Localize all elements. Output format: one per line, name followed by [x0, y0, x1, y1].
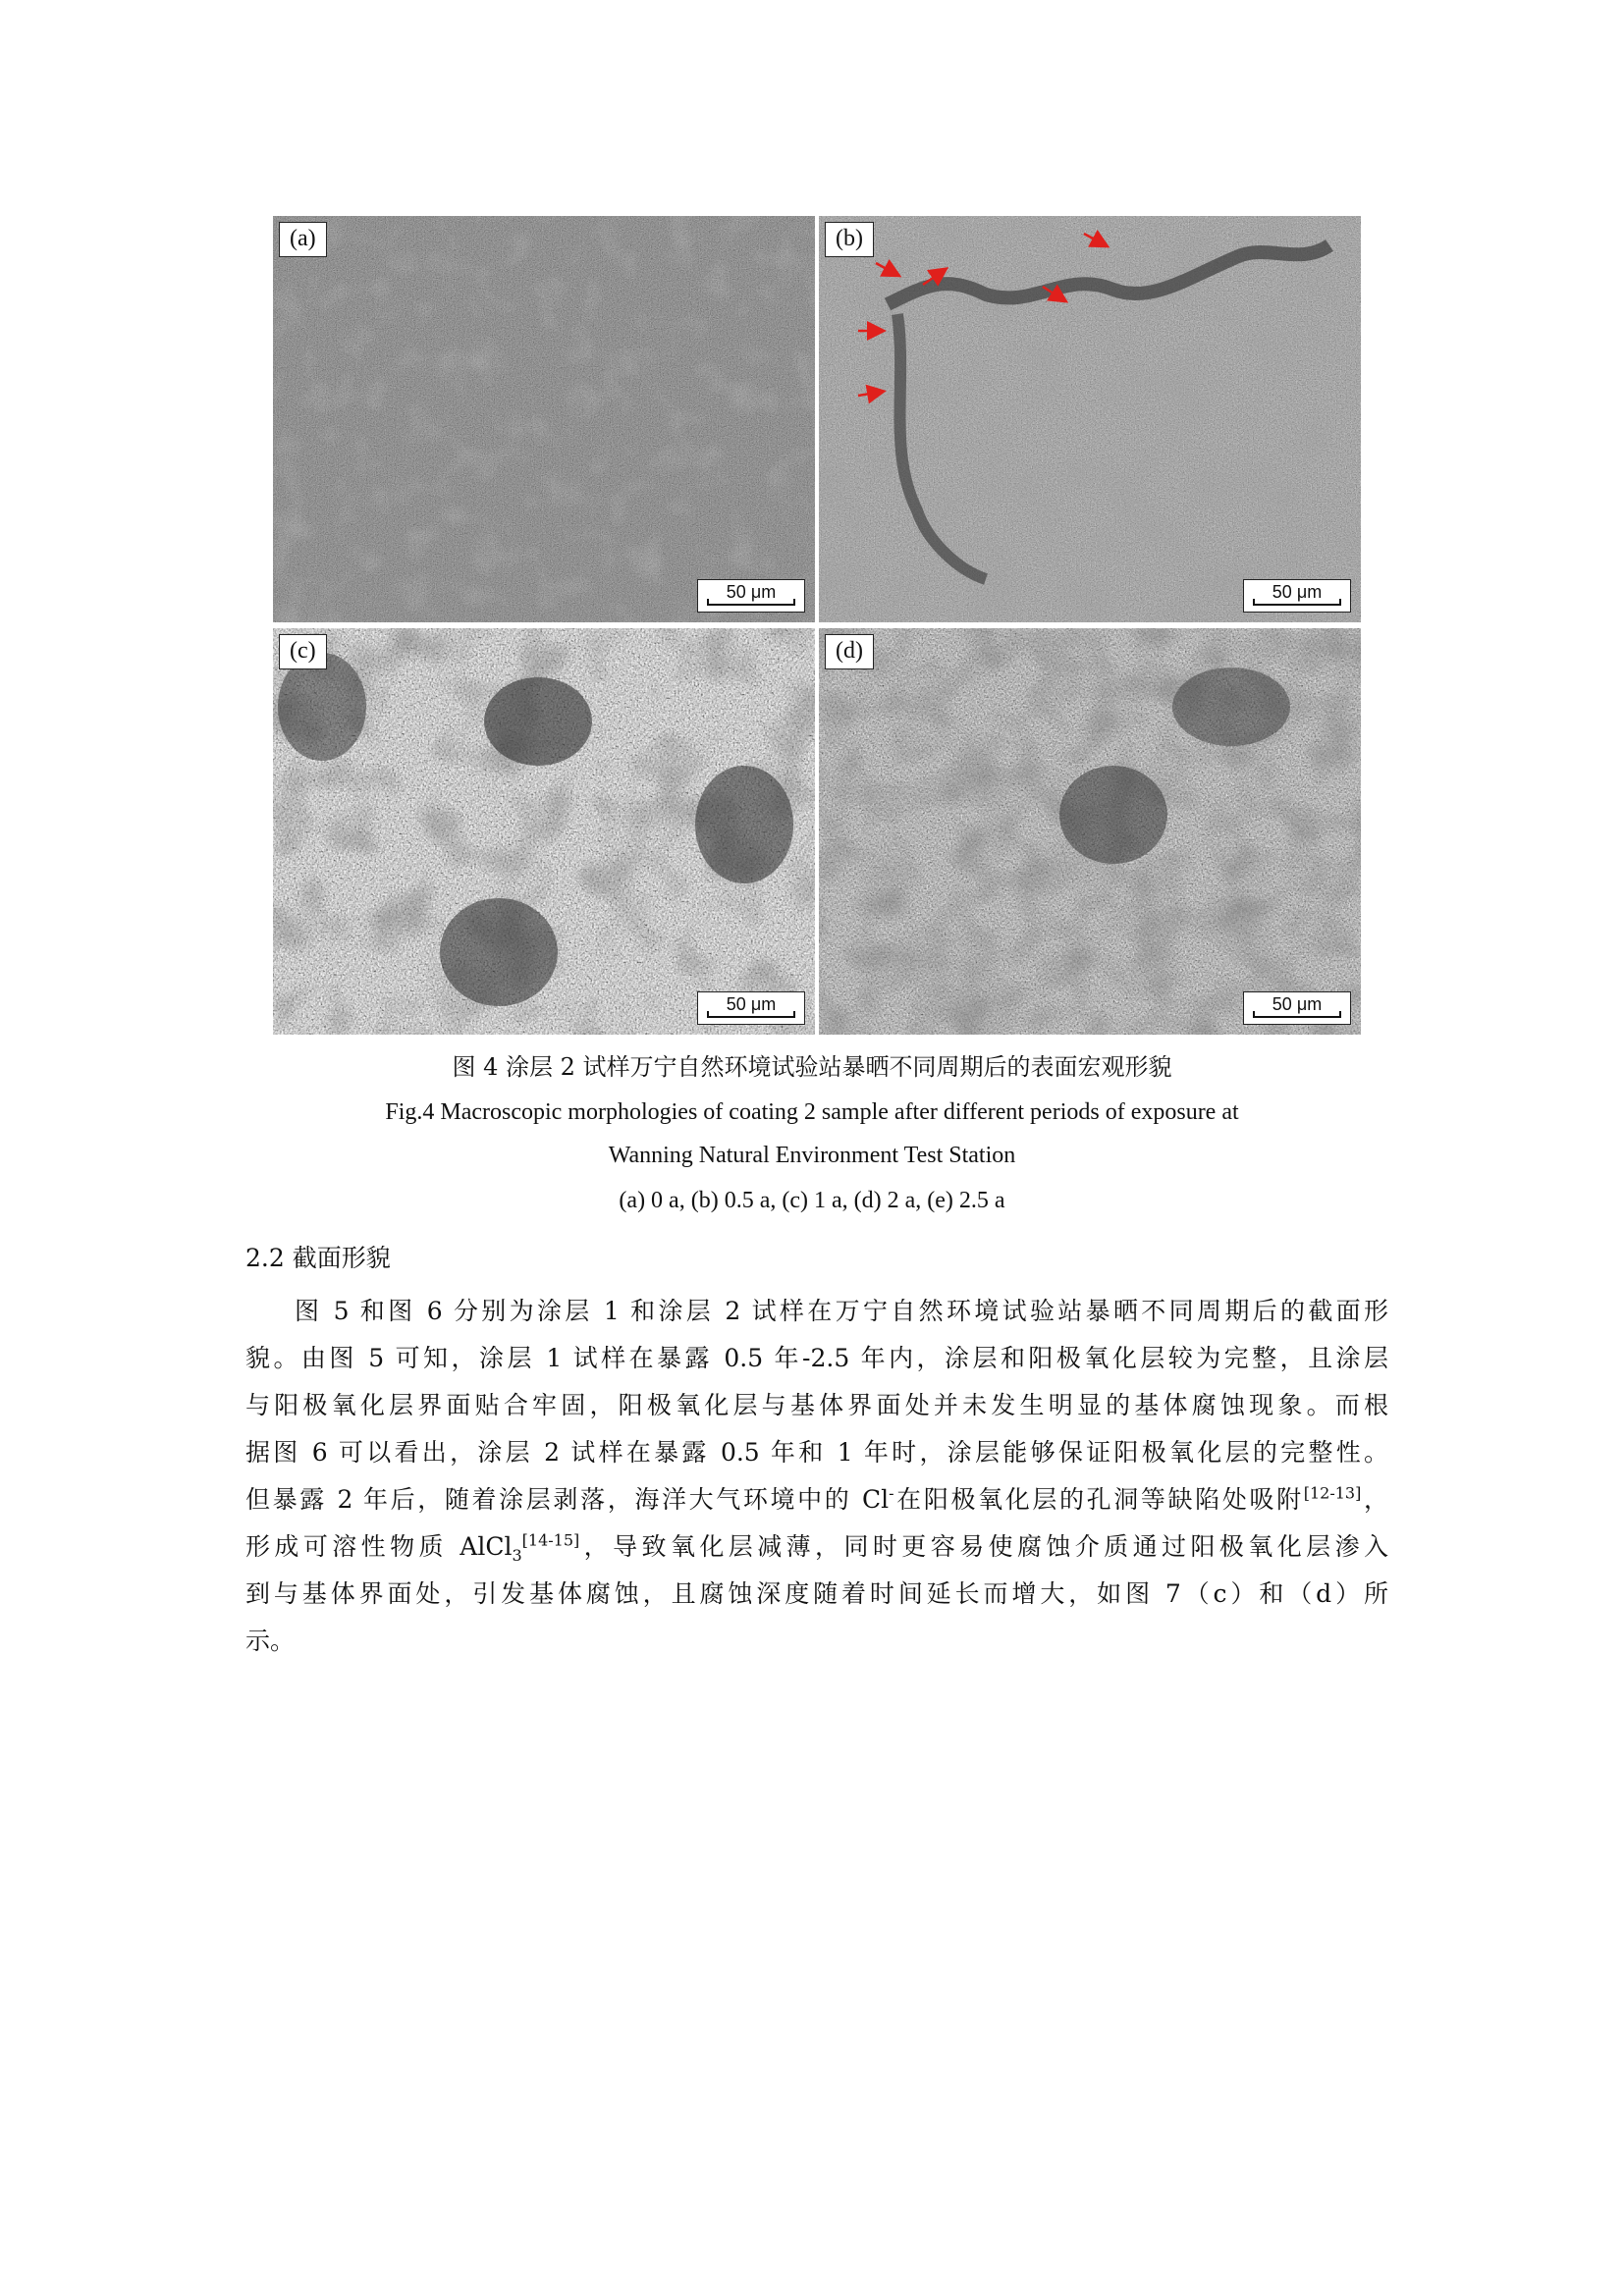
citation-ref: [14-15] [521, 1530, 580, 1550]
panel-label-d: (d) [825, 634, 874, 669]
micrograph-d-image [819, 628, 1361, 1035]
figure-caption-cn: 图 4 涂层 2 试样万宁自然环境试验站暴晒不同周期后的表面宏观形貌 [452, 1053, 1172, 1081]
figure-caption-subpanels: (a) 0 a, (b) 0.5 a, (c) 1 a, (d) 2 a, (e) 2.5 a [619, 1188, 1005, 1213]
paragraph-line: 但暴露 2 年后，随着涂层剥落，海洋大气环境中的 Cl-在阳极氧化层的孔洞等缺陷处吸附[12-13]， [245, 1483, 1388, 1514]
panel-label-a: (a) [279, 222, 327, 257]
panel-label-c: (c) [279, 634, 327, 669]
panel-label-b: (b) [825, 222, 874, 257]
scale-bar-b: 50 μm [1243, 579, 1351, 613]
paragraph-line: 与阳极氧化层界面贴合牢固，阳极氧化层与基体界面处并未发生明显的基体腐蚀现象。而根 [245, 1391, 1388, 1419]
paragraph-line: 据图 6 可以看出，涂层 2 试样在暴露 0.5 年和 1 年时，涂层能够保证阳极氧化层的完整性。 [245, 1438, 1388, 1467]
scale-bar-c: 50 μm [697, 991, 805, 1025]
figure-caption-en-line1: Fig.4 Macroscopic morphologies of coating 2 sample after different periods of exposure at [385, 1099, 1239, 1125]
section-heading: 2.2 截面形貌 [245, 1244, 391, 1272]
body-paragraph [245, 1288, 1388, 1665]
citation-ref: [12-13] [1303, 1483, 1362, 1503]
paragraph-line: 示。 [245, 1627, 296, 1655]
micrograph-b [819, 216, 1361, 622]
scale-bar-d: 50 μm [1243, 991, 1351, 1025]
micrograph-a [273, 216, 815, 622]
micrograph-c-image [273, 628, 815, 1035]
paragraph-line: 形成可溶性物质 AlCl$_3$[14-15]，导致氧化层减薄，同时更容易使腐蚀介质通过阳极氧化层渗入 [245, 1530, 1388, 1565]
paragraph-line: 到与基体界面处，引发基体腐蚀，且腐蚀深度随着时间延长而增大，如图 7（c）和（d）所 [245, 1579, 1388, 1608]
figure-caption-en-line2: Wanning Natural Environment Test Station [608, 1143, 1016, 1168]
paragraph-line: 图 5 和图 6 分别为涂层 1 和涂层 2 试样在万宁自然环境试验站暴晒不同周期后的截面形 [295, 1297, 1388, 1325]
paragraph-line: 貌。由图 5 可知，涂层 1 试样在暴露 0.5 年-2.5 年内，涂层和阳极氧化层较为完整，且涂层 [245, 1344, 1388, 1372]
micrograph-b-image [819, 216, 1361, 622]
micrograph-d [819, 628, 1361, 1035]
micrograph-a-image [273, 216, 815, 622]
figure-4 [273, 216, 1361, 1035]
scale-bar-a: 50 μm [697, 579, 805, 613]
micrograph-c [273, 628, 815, 1035]
